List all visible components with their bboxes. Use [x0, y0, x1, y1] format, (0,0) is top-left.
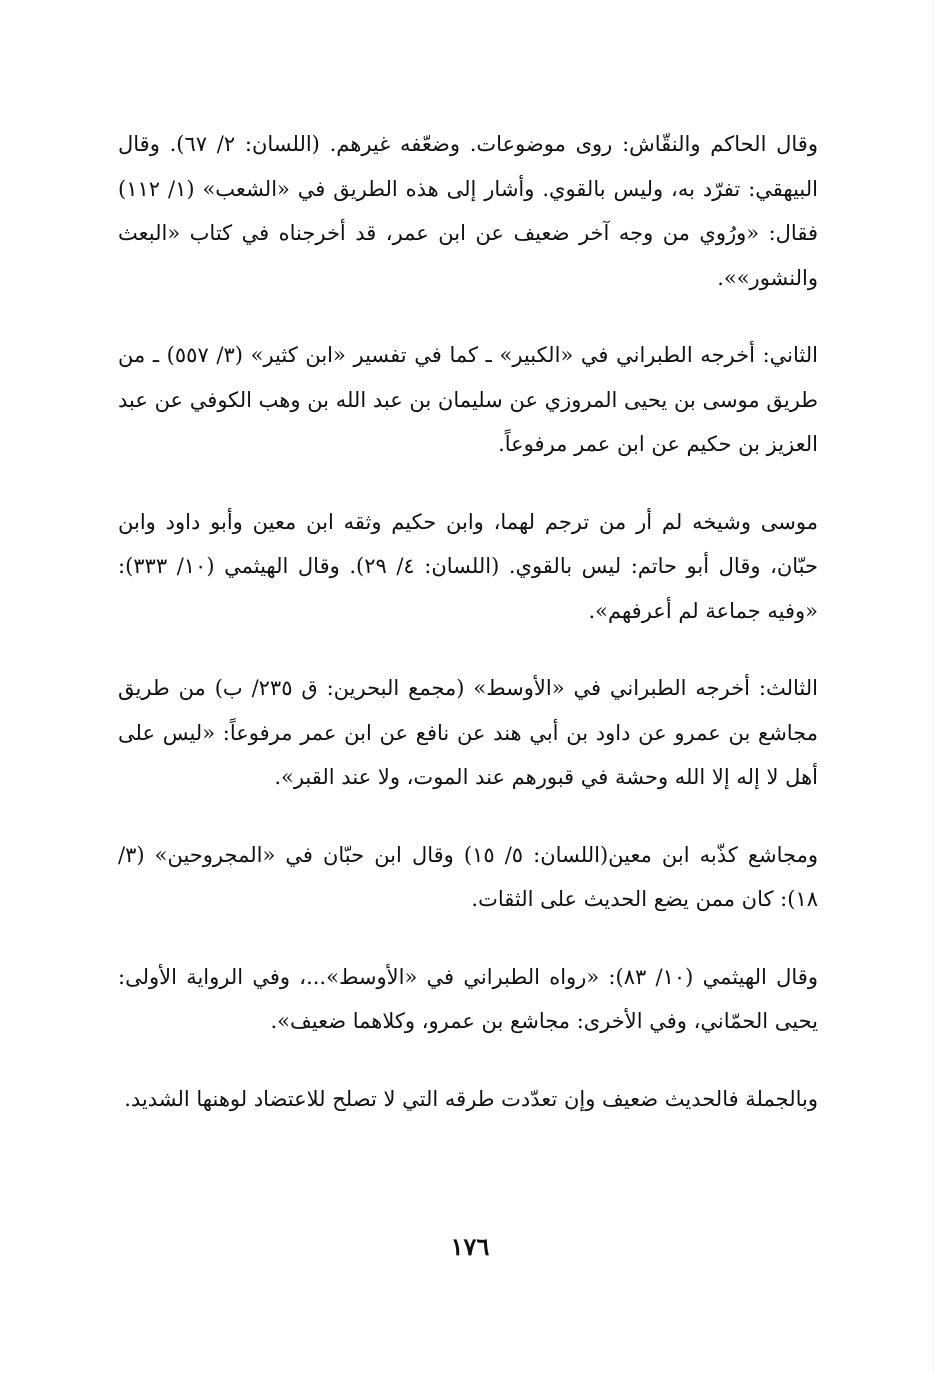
paragraph-second-narration: الثاني: أخرجه الطبراني في «الكبير» ـ كما في تفسير «ابن كثير» (٣/ ٥٥٧) ـ من طريق موسى بن يحيى المروزي عن سليمان بن عبد الله بن وهب الكوفي عن عبد العزيز بن حكيم عن ابن عمر مرفوعاً.	[118, 343, 818, 456]
paragraph-haythami-quote: وقال الهيثمي (١٠/ ٨٣): «رواه الطبراني في «الأوسط»...، وفي الرواية الأولى: يحيى الحمّاني، وفي الأخرى: مجاشع بن عمرو، وكلاهما ضعيف».	[118, 964, 818, 1033]
paragraph-conclusion: وبالجملة فالحديث ضعيف وإن تعدّدت طرقه التي لا تصلح للاعتضاد لوهنها الشديد.	[124, 1086, 818, 1111]
page-number: ١٧٦	[450, 1232, 490, 1261]
paragraph-mujashi-evaluation: ومجاشع كذّبه ابن معين(اللسان: ٥/ ١٥) وقال ابن حبّان في «المجروحين» (٣/ ١٨): كان ممن يضع الحديث على الثقات.	[118, 842, 818, 911]
page-body	[118, 122, 818, 1154]
paragraph-hakim-naqqash: وقال الحاكم والنقّاش: روى موضوعات. وضعّفه غيرهم. (اللسان: ٢/ ٦٧). وقال البيهقي: تفرّد به، وليس بالقوي. وأشار إلى هذه الطريق في «الشعب» (١/ ١١٢) فقال: «ورُوي من وجه آخر ضعيف عن ابن عمر، قد أخرجناه في كتاب «البعث والنشور»».	[118, 132, 818, 290]
paragraph-third-narration: الثالث: أخرجه الطبراني في «الأوسط» (مجمع البحرين: ق ٢٣٥/ ب) من طريق مجاشع بن عمرو عن داود بن أبي هند عن نافع عن ابن عمر مرفوعاً: «ليس على أهل لا إله إلا الله وحشة في قبورهم عند الموت، ولا عند القبر».	[118, 676, 818, 789]
page-edge-line	[933, 0, 934, 1373]
paragraph-musa-evaluation: موسى وشيخه لم أر من ترجم لهما، وابن حكيم وثقه ابن معين وأبو داود وابن حبّان، وقال أبو حاتم: ليس بالقوي. (اللسان: ٤/ ٢٩). وقال الهيثمي (١٠/ ٣٣٣): «وفيه جماعة لم أعرفهم».	[118, 509, 818, 623]
